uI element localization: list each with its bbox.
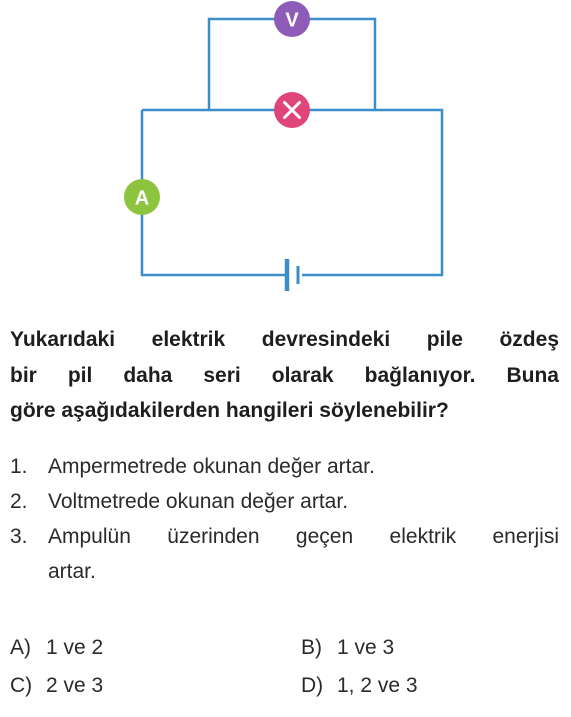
option-b[interactable] (301, 633, 394, 663)
option-text: 1, 2 ve 3 (337, 674, 418, 697)
option-text: 1 ve 3 (337, 636, 395, 659)
option-d[interactable] (301, 671, 418, 701)
option-letter: A) (10, 636, 31, 659)
option-letter: C) (10, 674, 33, 697)
voltmeter-label: V (285, 9, 299, 32)
ammeter (124, 179, 160, 215)
statement-list (10, 449, 559, 589)
option-letter: D) (301, 674, 324, 697)
bulb (274, 92, 310, 128)
ammeter-label: A (134, 187, 150, 210)
voltmeter (274, 1, 310, 37)
statement-text-line-2: artar. (48, 560, 96, 583)
statement-3 (10, 519, 559, 589)
statement-text (48, 519, 559, 589)
statement-text: Ampermetrede okunan değer artar. (48, 455, 375, 478)
option-text: 2 ve 3 (46, 674, 104, 697)
statement-number: 1. (10, 455, 28, 478)
question-line-3: göre aşağıdakilerden hangileri söylenebilir? (10, 399, 449, 422)
statement-number: 3. (10, 525, 28, 548)
circuit-diagram (0, 0, 571, 300)
option-letter: B) (301, 636, 322, 659)
statement-number: 2. (10, 490, 28, 513)
option-text: 1 ve 2 (46, 636, 104, 659)
question-line-1: Yukarıdaki elektrik devresindeki pile özdeş (10, 328, 559, 351)
question-line-2: bir pil daha seri olarak bağlanıyor. Buna (10, 363, 559, 387)
statement-2 (10, 484, 559, 519)
circuit-wires (142, 19, 442, 275)
option-a[interactable] (10, 633, 103, 663)
statement-text: Voltmetrede okunan değer artar. (48, 490, 349, 513)
option-c[interactable] (10, 671, 103, 701)
question-text (10, 322, 559, 429)
statement-1 (10, 449, 559, 484)
battery (287, 259, 298, 291)
statement-text-line-1: Ampulün üzerinden geçen elektrik enerjisi (48, 525, 559, 548)
